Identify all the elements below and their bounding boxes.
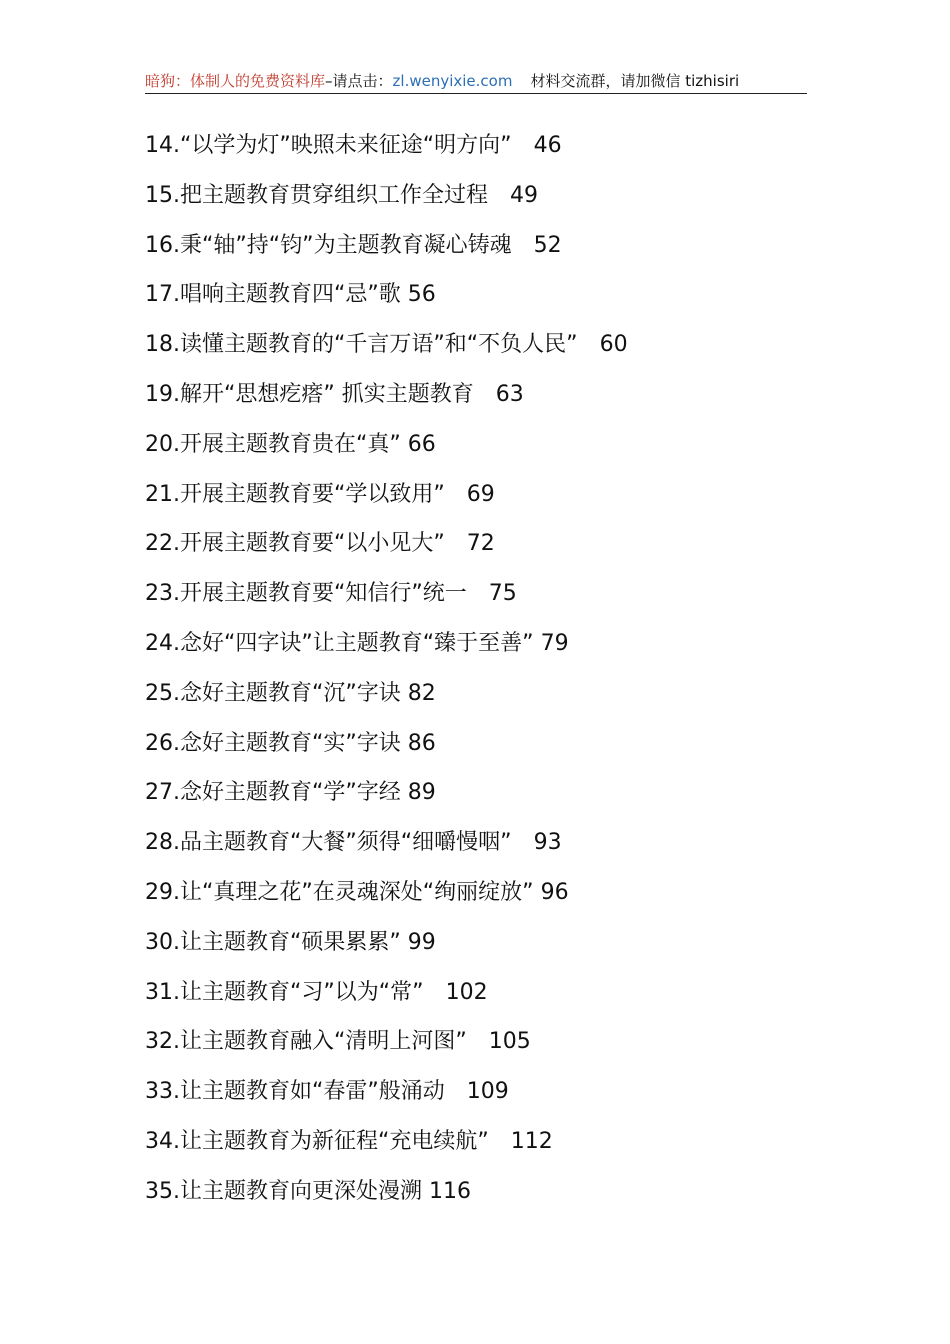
toc-item: 17.唱响主题教育四“忌”歌 56 (145, 282, 436, 308)
header-group-text: 材料交流群，请加微信 tizhisiri (530, 72, 740, 90)
toc-item: 16.秉“轴”持“钧”为主题教育凝心铸魂 52 (145, 232, 562, 258)
toc-item: 23.开展主题教育要“知信行”统一 75 (145, 581, 517, 607)
header-url-link[interactable]: zl.wenyixie.com (392, 72, 513, 90)
toc-item: 25.念好主题教育“沉”字诀 82 (145, 680, 436, 706)
toc-item: 20.开展主题教育贵在“真” 66 (145, 431, 436, 457)
header-divider (145, 93, 807, 94)
toc-item: 26.念好主题教育“实”字诀 86 (145, 730, 436, 756)
toc-item: 29.让“真理之花”在灵魂深处“绚丽绽放” 96 (145, 879, 569, 905)
toc-item: 22.开展主题教育要“以小见大” 72 (145, 531, 495, 557)
toc-item: 35.让主题教育向更深处漫溯 116 (145, 1178, 471, 1204)
table-of-contents (145, 121, 805, 1217)
toc-item: 33.让主题教育如“春雷”般涌动 109 (145, 1079, 509, 1105)
toc-item: 34.让主题教育为新征程“充电续航” 112 (145, 1128, 553, 1154)
toc-item: 31.让主题教育“习”以为“常” 102 (145, 979, 488, 1005)
toc-item: 30.让主题教育“硕果累累” 99 (145, 929, 436, 955)
toc-item: 21.开展主题教育要“学以致用” 69 (145, 481, 495, 507)
toc-item: 28.品主题教育“大餐”须得“细嚼慢咽” 93 (145, 830, 562, 856)
toc-item: 18.读懂主题教育的“千言万语”和“不负人民” 60 (145, 332, 628, 358)
toc-item: 19.解开“思想疙瘩” 抓实主题教育 63 (145, 381, 524, 407)
toc-item: 27.念好主题教育“学”字经 89 (145, 780, 436, 806)
toc-item: 15.把主题教育贯穿组织工作全过程 49 (145, 182, 538, 208)
toc-item: 32.让主题教育融入“清明上河图” 105 (145, 1029, 531, 1055)
toc-item: 24.念好“四字诀”让主题教育“臻于至善” 79 (145, 630, 569, 656)
page-header (145, 68, 805, 94)
toc-item: 14.“以学为灯”映照未来征途“明方向” 46 (145, 133, 562, 158)
header-site-name: 暗狗：体制人的免费资料库 (145, 72, 326, 90)
header-click-text: –请点击： (325, 72, 393, 90)
